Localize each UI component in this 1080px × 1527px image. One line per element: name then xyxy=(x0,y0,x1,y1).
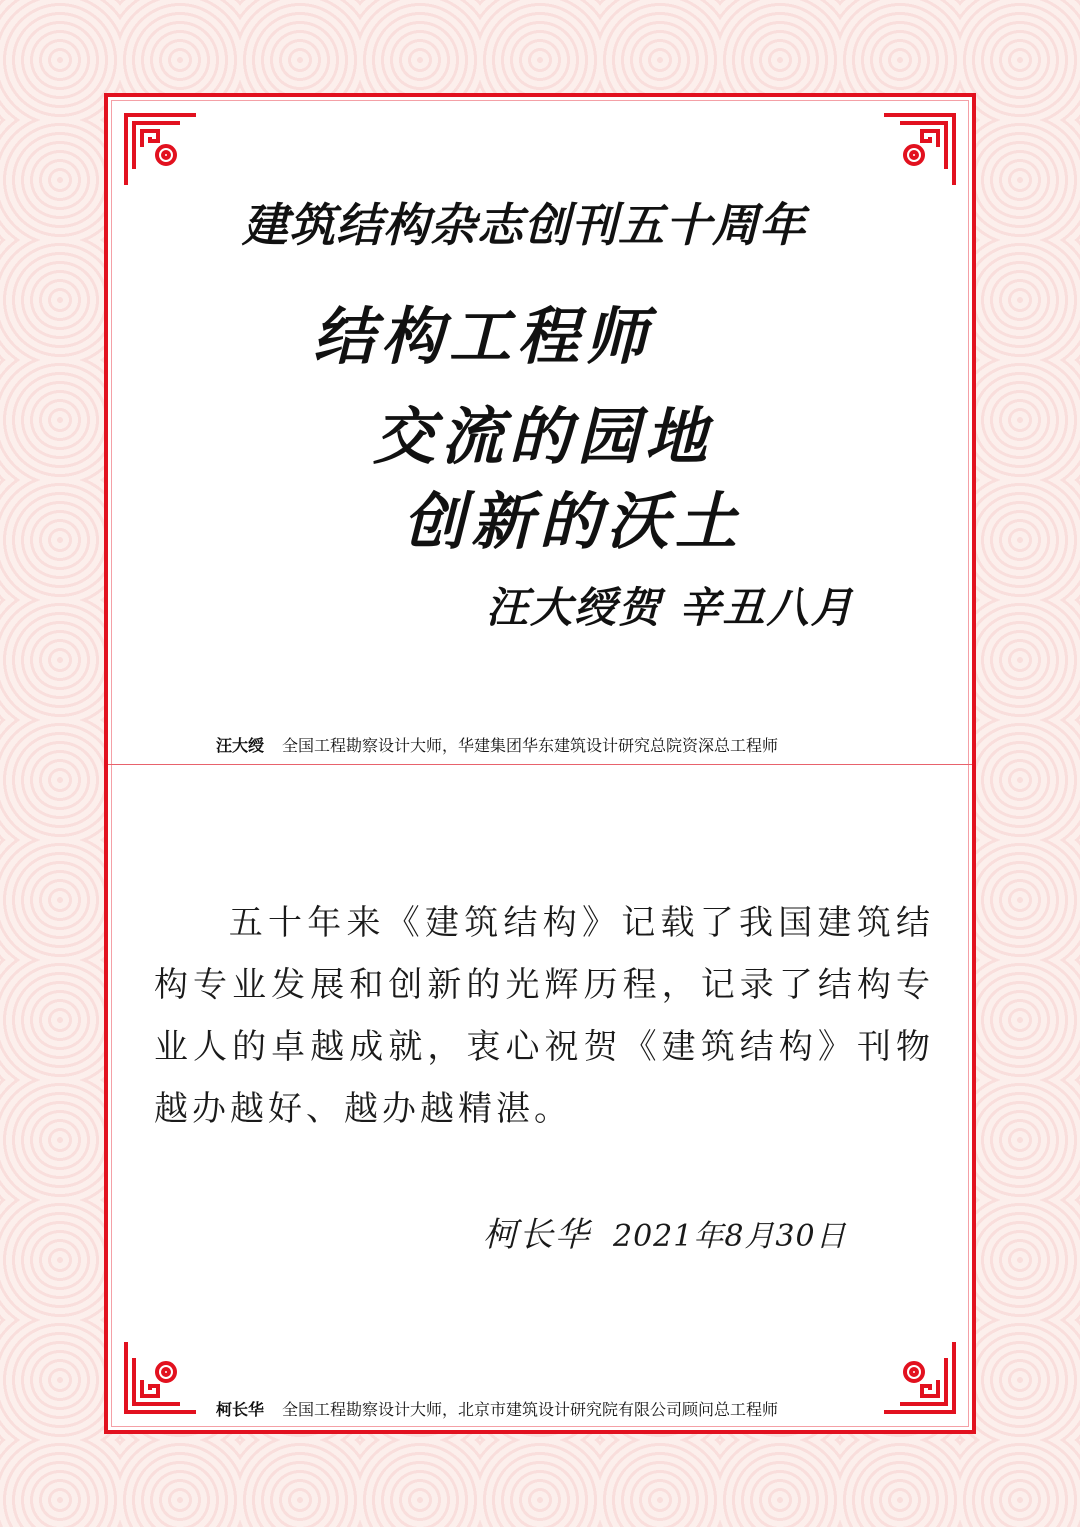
corner-ornament-icon xyxy=(122,1338,200,1416)
corner-ornament-icon xyxy=(880,1338,958,1416)
calligraphy-line-2: 交流的园地 xyxy=(373,400,714,473)
author-role: 全国工程勘察设计大师，华建集团华东建筑设计研究总院资深总工程师 xyxy=(282,738,779,755)
section-divider xyxy=(108,764,972,765)
corner-ornament-icon xyxy=(880,111,958,189)
calligraphy-title: 建筑结构杂志创刊五十周年 xyxy=(242,198,806,252)
author-name: 柯长华 xyxy=(216,1402,265,1419)
author-caption xyxy=(216,733,778,756)
author-name: 汪大绶 xyxy=(216,738,265,755)
author-caption xyxy=(216,1397,778,1420)
certificate-frame xyxy=(104,93,976,1434)
calligraphy-line-1: 结构工程师 xyxy=(313,300,654,373)
letter-signature: 柯长华 xyxy=(483,1215,591,1255)
author-role: 全国工程勘察设计大师，北京市建筑设计研究院有限公司顾问总工程师 xyxy=(282,1402,779,1419)
handwritten-letter: 五十年来《建筑结构》记载了我国建筑结构专业发展和创新的光辉历程，记录了结构专业人的卓越成就，衷心祝贺《建筑结构》刊物越办越好、越办越精湛。 xyxy=(154,903,934,1129)
calligraphy-signature: 汪大绶贺 辛丑八月 xyxy=(486,583,855,632)
corner-ornament-icon xyxy=(122,111,200,189)
letter-signature-row xyxy=(483,1207,847,1256)
letter-date: 2021年8月30日 xyxy=(613,1219,847,1254)
calligraphy-line-3: 创新的沃土 xyxy=(403,485,744,558)
